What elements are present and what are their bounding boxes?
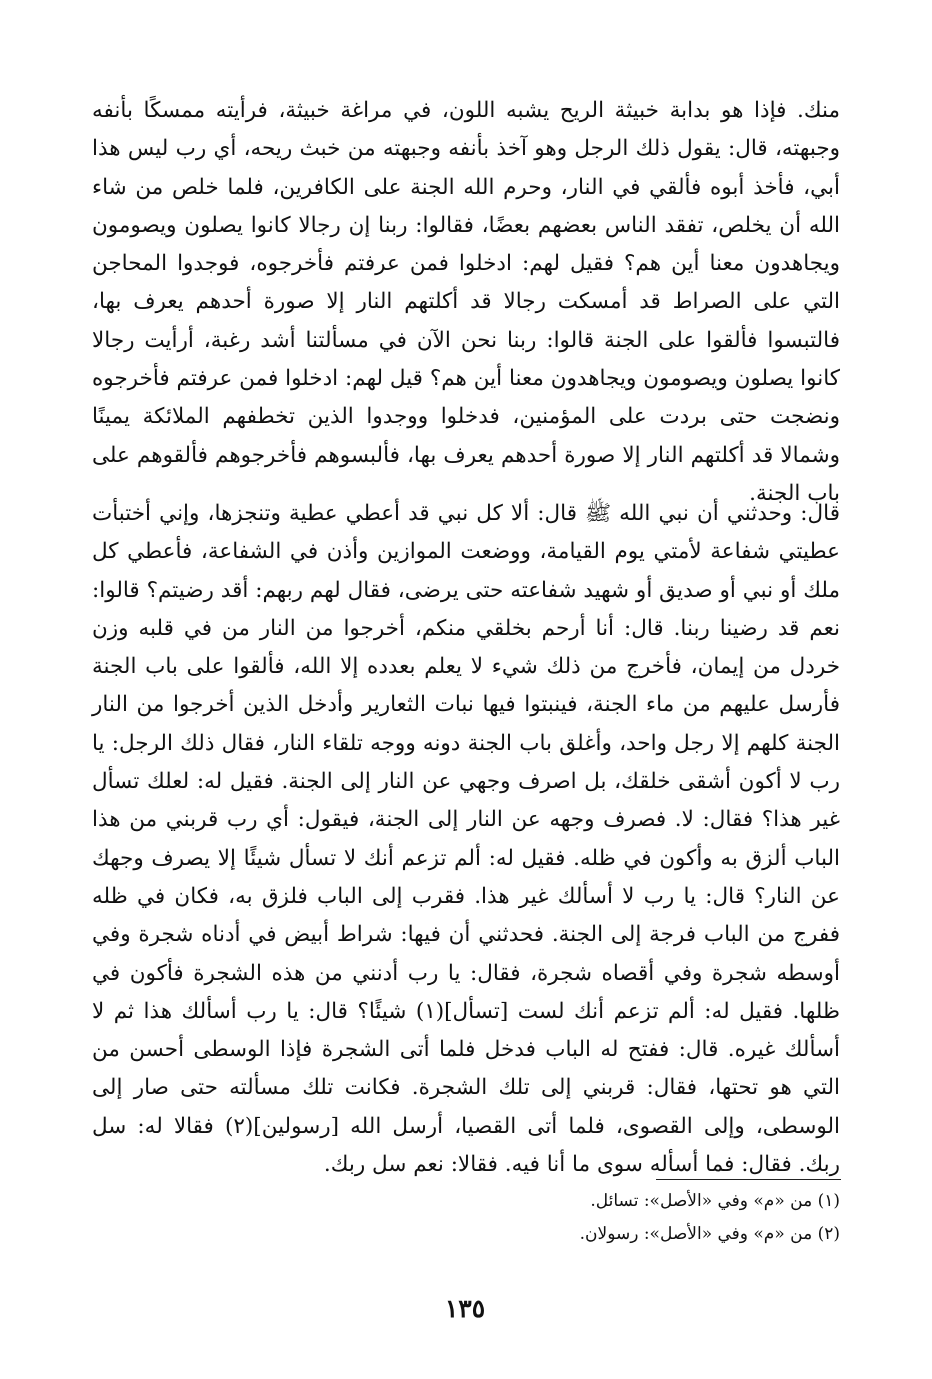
page-number: ١٣٥ [444,1294,486,1323]
main-text-paragraph-2 [92,495,840,1184]
footnotes [300,1185,840,1251]
footnote-2: (٢) من «م» وفي «الأصل»: رسولان. [579,1224,840,1244]
footnote-separator [656,1179,841,1180]
paragraph-text: قال: وحدثني أن نبي الله ﷺ قال: ألا كل نبي قد أعطي عطية وتنجزها، وإني أختبأت عطيتي شفاعة لأمتي يوم القيامة، ووضعت الموازين وأذن في الشفاعة، فأعطي كل ملك أو نبي أو صديق أو شهيد شفاعته حتى يرضى، فقال لهم ربهم: أقد رضيتم؟ قالوا: نعم قد رضينا ربنا. قال: أنا أرحم بخلقي منكم، أخرجوا من النار من في قلبه وزن خردل من إيمان، فأخرج من ذلك شيء لا يعلم بعدده إلا الله، فألقوا على باب الجنة فأرسل عليهم من ماء الجنة، فينبتوا فيها نبات الثعارير وأدخل الذين أخرجوا من النار الجنة كلهم إلا رجل واحد، وأغلق باب الجنة دونه ووجه تلقاء النار، فقال ذلك الرجل: يا رب لا أكون أشقى خلقك، بل اصرف وجهي عن النار إلى الجنة. فقيل له: لعلك تسأل غير هذا؟ فقال: لا. فصرف وجهه عن النار إلى الجنة، فيقول: أي رب قربني من هذا الباب ألزق به وأكون في ظله. فقيل له: ألم تزعم أنك لا تسأل شيئًا إلا يصرف وجهك عن النار؟ قال: يا رب لا أسألك غير هذا. فقرب إلى الباب فلزق به، فكان في ظله ففرج من الباب فرجة إلى الجنة. فحدثني أن فيها: شراط أبيض في أدناه شجرة وفي أوسطه شجرة وفي أقصاه شجرة، فقال: يا رب أدنني من هذه الشجرة فأكون في ظلها. فقيل له: ألم تزعم أنك لست [تسأل](١) شيئًا؟ قال: يا رب أسألك هذا ثم لا أسألك غيره. قال: ففتح له الباب فدخل فلما أتى الشجرة فإذا الوسطى أحسن من التي هو تحتها، فقال: قربني إلى تلك الشجرة. فكانت تلك مسألته حتى صار إلى الوسطى، وإلى القصوى، فلما أتى القصيا، أرسل الله [رسولين](٢) فقالا له: سل ربك. فقال: فما أسأله سوى ما أنا فيه. فقالا: نعم سل ربك. [92,501,840,1178]
footnote-1: (١) من «م» وفي «الأصل»: تسائل. [590,1191,840,1211]
main-text-paragraph-1 [92,92,840,513]
paragraph-text: منك. فإذا هو بدابة خبيثة الريح يشبه اللون، في مراغة خبيثة، فرأيته ممسكًا بأنفه وجبهته، قال: يقول ذلك الرجل وهو آخذ بأنفه وجبهته من خبث ريحه، أي رب ليس هذا أبي، فأخذ أبوه فألقي في النار، وحرم الله الجنة على الكافرين، فلما خلص من شاء الله أن يخلص، تفقد الناس بعضهم بعضًا، فقالوا: ربنا إن رجالا كانوا يصلون ويصومون ويجاهدون معنا أين هم؟ فقيل لهم: ادخلوا فمن عرفتم فأخرجوه، فوجدوا المحاجن التي على الصراط قد أمسكت رجالا قد أكلتهم النار إلا صورة أحدهم يعرف بها، فالتبسوا فألقوا على الجنة قالوا: ربنا نحن الآن في مسألتنا أشد رغبة، أرأيت رجالا كانوا يصلون ويصومون ويجاهدون معنا أين هم؟ قيل لهم: ادخلوا فمن عرفتم فأخرجوه ونضجت حتى بردت على المؤمنين، فدخلوا ووجدوا الذين تخطفهم الملائكة يمينًا وشمالا قد أكلتهم النار إلا صورة أحدهم يعرف بها، فألبسوهم فأخرجوهم فألقوهم على باب الجنة. [92,98,840,506]
